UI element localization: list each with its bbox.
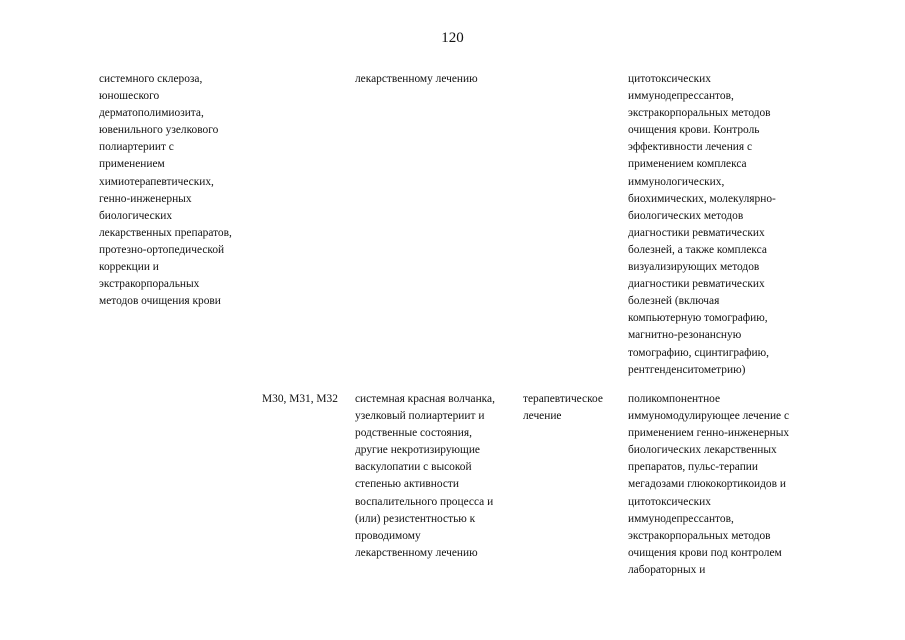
row2-patient-model: системная красная волчанка, узелковый полиартериит и родственные состояния, другие некротизирующие васкулопатии с высокой степенью активности воспалительного процесса и (или) резистентностью к проводимому лекарственному лечению — [355, 393, 495, 559]
page-number: 120 — [441, 30, 464, 46]
row2-code: M30, M31, M32 — [262, 393, 338, 405]
row1-treatment-method: цитотоксических иммунодепрессантов, экстракорпоральных методов очищения крови. Контроль эффективности лечения с применением комплекса иммунологических, биохимических, молекулярно- биологических методов диагностики ревматических болезней, а также комплекса визуализирующих методов диагностики ревматических болезней (включая компьютерную томографию, магнитно-резонансную томографию, сцинтиграфию, рентгенденситометрию) — [628, 73, 776, 376]
row1-patient-model: лекарственному лечению — [355, 73, 478, 85]
row1-diagnosis-continuation: системного склероза, юношеского дерматополимиозита, ювенильного узелкового полиартериит с применением химиотерапевтических, генно-инженерных биологических лекарственных препаратов, протезно-ортопедической коррекции и экстракорпоральных методов очищения крови — [99, 73, 232, 308]
row2-treatment-method: поликомпонентное иммуномодулирующее лечение с применением генно-инженерных биологических лекарственных препаратов, пульс-терапии мегадозами глюкокортикоидов и цитотоксических иммунодепрессантов, экстракорпоральных методов очищения крови под контролем лабораторных и — [628, 393, 790, 576]
row2-treatment-type: терапевтическое лечение — [523, 393, 603, 423]
